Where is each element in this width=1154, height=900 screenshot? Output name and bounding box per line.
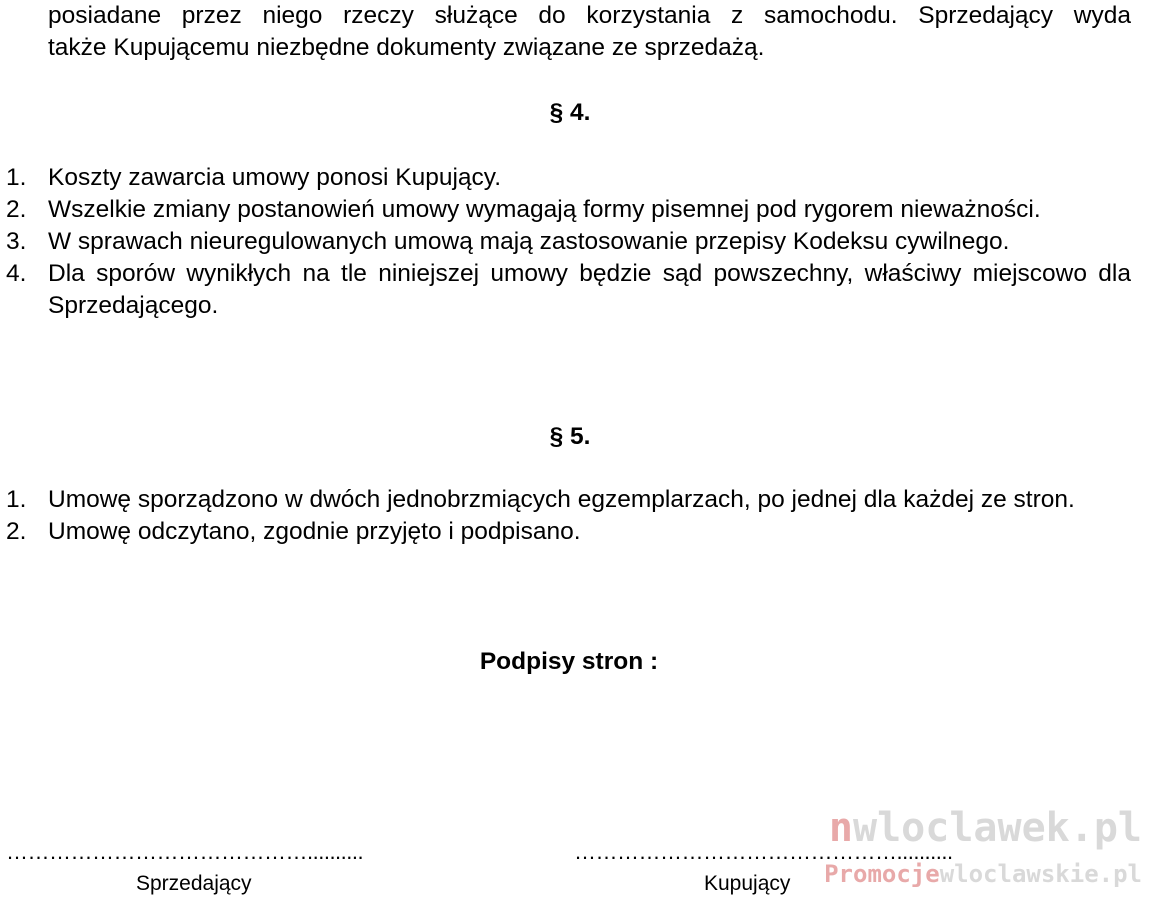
list-item <box>0 484 1131 516</box>
seller-signature-line: …………………………………….......... <box>6 839 364 864</box>
list-item-text: Wszelkie zmiany postanowień umowy wymagają formy pisemnej pod rygorem nieważności. <box>48 196 1041 223</box>
watermark-part: wloclawek.pl <box>853 805 1142 851</box>
watermark-part: Promocje <box>824 860 940 888</box>
intro-line-2: także Kupującemu niezbędne dokumenty związane ze sprzedażą. <box>48 34 765 61</box>
watermark-part: n <box>828 805 854 851</box>
watermark-promo-logo <box>824 860 1142 888</box>
section-5-heading: § 5. <box>549 423 591 450</box>
list-item-number: 2. <box>6 196 27 223</box>
intro-paragraph <box>48 0 1131 64</box>
buyer-label: Kupujący <box>704 872 791 895</box>
buyer-signature-line: ……………………………………….......... <box>574 839 953 864</box>
list-item <box>0 162 1131 194</box>
list-item <box>0 258 1131 322</box>
watermark-site-logo <box>829 806 1142 850</box>
list-item-text: Umowę sporządzono w dwóch jednobrzmiących egzemplarzach, po jednej dla każdej ze stron. <box>48 486 1075 513</box>
list-item-text: W sprawach nieuregulowanych umową mają zastosowanie przepisy Kodeksu cywilnego. <box>48 228 1010 255</box>
list-item <box>0 226 1131 258</box>
list-item-number: 3. <box>6 228 27 255</box>
list-item-number: 2. <box>6 518 27 545</box>
list-item-text: Dla sporów wynikłych na tle niniejszej umowy będzie sąd powszechny, właściwy miejscowo dla Sprzedającego. <box>48 260 1131 319</box>
list-item <box>0 516 1131 548</box>
list-item-number: 4. <box>6 260 27 287</box>
list-item-text: Umowę odczytano, zgodnie przyjęto i podpisano. <box>48 518 581 545</box>
list-item <box>0 194 1131 226</box>
intro-line-1: posiadane przez niego rzeczy służące do korzystania z samochodu. Sprzedający wyda <box>48 2 1131 29</box>
list-item-number: 1. <box>6 164 27 191</box>
list-item-text: Koszty zawarcia umowy ponosi Kupujący. <box>48 164 501 191</box>
seller-label: Sprzedający <box>136 872 252 895</box>
section-4-list <box>0 162 1131 322</box>
signatures-heading: Podpisy stron : <box>479 648 659 675</box>
watermark-part: wloclawskie.pl <box>939 860 1142 888</box>
list-item-number: 1. <box>6 486 27 513</box>
section-5-list <box>0 484 1131 548</box>
section-4-heading: § 4. <box>549 99 591 126</box>
